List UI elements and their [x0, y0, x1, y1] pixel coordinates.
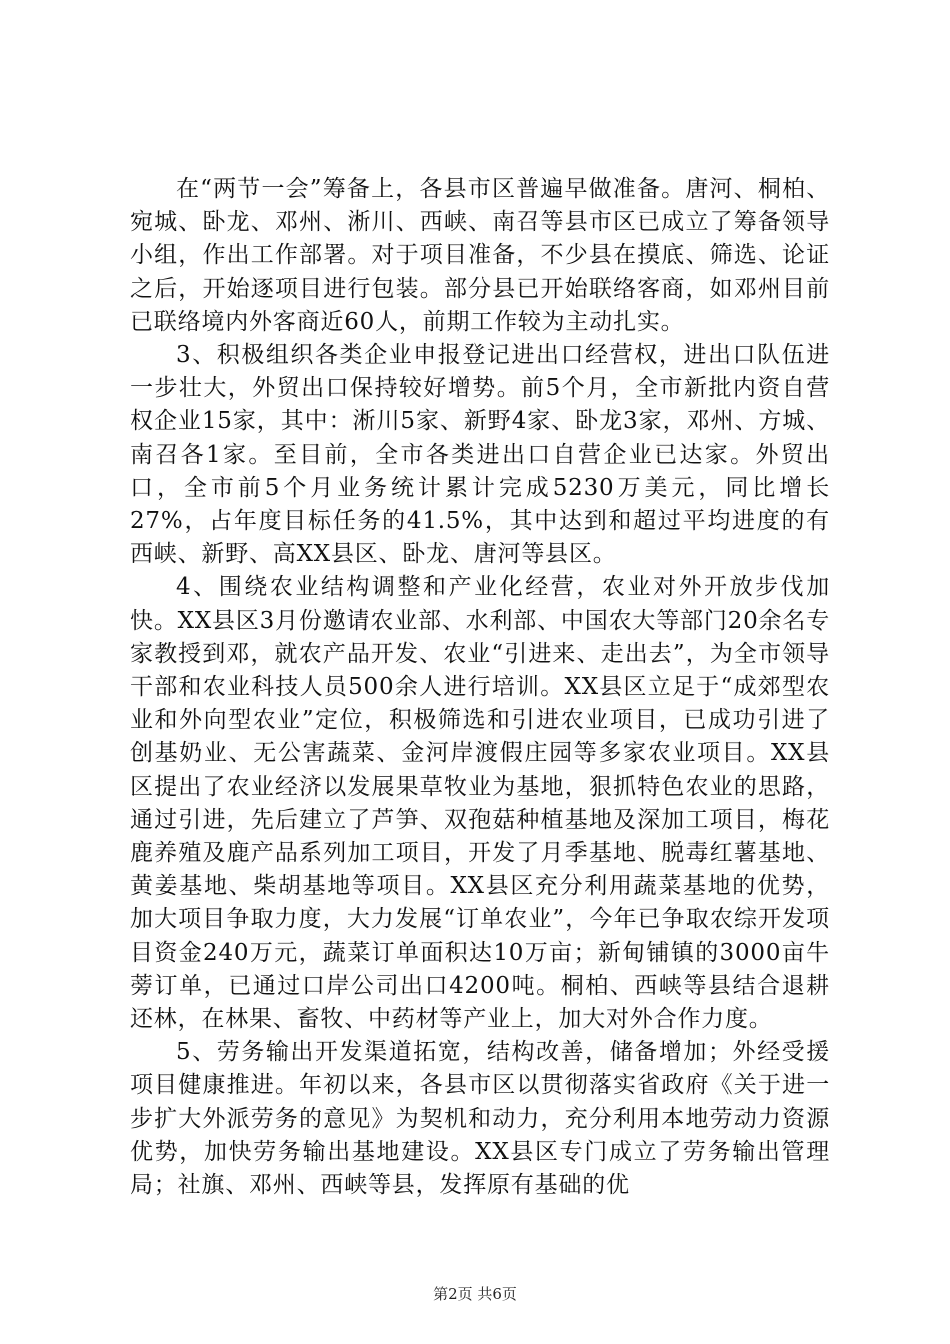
document-body: [130, 173, 830, 1202]
paragraph-import-export: 3、积极组织各类企业申报登记进出口经营权，进出口队伍进一步壮大，外贸出口保持较好增势。前5个月，全市新批内资自营权企业15家，其中：淅川5家、新野4家、卧龙3家，邓州、方城、南召各1家。至目前，全市各类进出口自营企业已达家。外贸出口，全市前5个月业务统计累计完成5230万美元，同比增长27%，占年度目标任务的41.5%，其中达到和超过平均进度的有西峡、新野、高XX县区、卧龙、唐河等县区。: [130, 342, 830, 568]
paragraph-labor-export: 5、劳务输出开发渠道拓宽，结构改善，储备增加；外经受援项目健康推进。年初以来，各县市区以贯彻落实省政府《关于进一步扩大外派劳务的意见》为契机和动力，充分利用本地劳动力资源优势，加快劳务输出基地建设。XX县区专门成立了劳务输出管理局；社旗、邓州、西峡等县，发挥原有基础的优: [130, 1039, 830, 1199]
paragraph-preparation: 在“两节一会”筹备上，各县市区普遍早做准备。唐河、桐柏、宛城、卧龙、邓州、淅川、西峡、南召等县市区已成立了筹备领导小组，作出工作部署。对于项目准备，不少县在摸底、筛选、论证之后，开始逐项目进行包装。部分县已开始联络客商，如邓州目前已联络境内外客商近60人，前期工作较为主动扎实。: [130, 176, 830, 335]
paragraph-agriculture: 4、围绕农业结构调整和产业化经营，农业对外开放步伐加快。XX县区3月份邀请农业部、水利部、中国农大等部门20余名专家教授到邓，就农产品开发、农业“引进来、走出去”，为全市领导干部和农业科技人员500余人进行培训。XX县区立足于“成郊型农业和外向型农业”定位，积极筛选和引进农业项目，已成功引进了创基奶业、无公害蔬菜、金河岸渡假庄园等多家农业项目。XX县区提出了农业经济以发展果草牧业为基地，狠抓特色农业的思路，通过引进，先后建立了芦笋、双孢菇种植基地及深加工项目，梅花鹿养殖及鹿产品系列加工项目，开发了月季基地、脱毒红薯基地、黄姜基地、柴胡基地等项目。XX县区充分利用蔬菜基地的优势，加大项目争取力度，大力发展“订单农业”，今年已争取农综开发项目资金240万元，蔬菜订单面积达10万亩；新甸铺镇的3000亩牛蒡订单，已通过口岸公司出口4200吨。桐柏、西峡等县结合退耕还林，在林果、畜牧、中药材等产业上，加大对外合作力度。: [130, 574, 830, 1033]
page-number-footer: 第2页 共6页: [433, 1285, 517, 1303]
